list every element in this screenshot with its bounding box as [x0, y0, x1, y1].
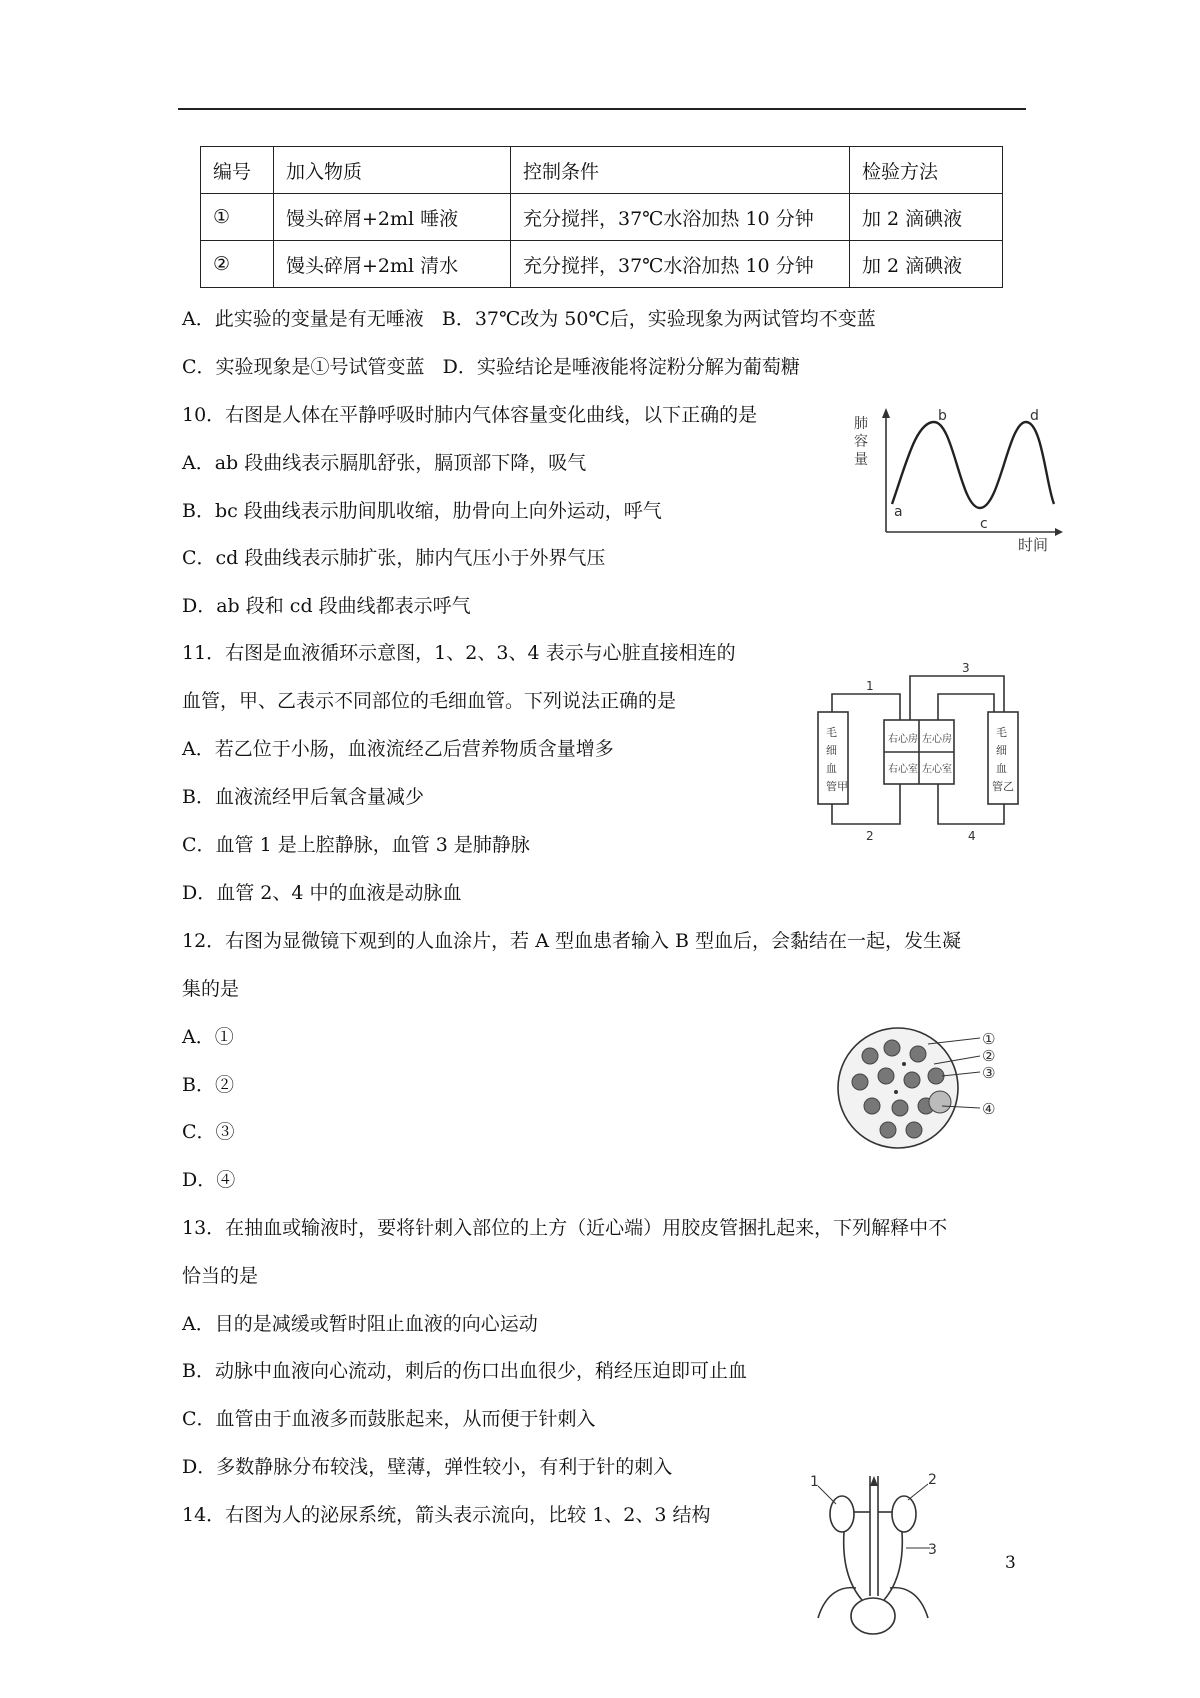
vessel-3-branch: [938, 694, 994, 720]
point-a-label: a: [894, 504, 903, 520]
q14-stem: 14．右图为人的泌尿系统，箭头表示流向，比较 1、2、3 结构: [182, 1504, 711, 1526]
red-blood-cell: [906, 1122, 922, 1138]
right-ventricle-label: 右心室: [888, 764, 918, 775]
red-blood-cell: [892, 1100, 908, 1116]
smear-label-4: ④: [982, 1100, 996, 1118]
q12-option-b: B．②: [182, 1074, 234, 1096]
vessel-3: [910, 676, 1004, 720]
q9-options-row-1: [182, 304, 876, 331]
capillary-jia-label-1: 毛: [826, 726, 837, 739]
q9-option-c: C．实验现象是①号试管变蓝: [182, 356, 425, 378]
table-cell: ①: [201, 194, 274, 241]
urinary-label-2: 2: [928, 1472, 937, 1488]
point-b-label: b: [938, 408, 947, 424]
platelet: [902, 1062, 906, 1066]
left-ventricle-label: 左心室: [922, 764, 952, 775]
red-blood-cell: [862, 1048, 878, 1064]
q13-stem-line-1: 13．在抽血或输液时，要将针刺入部位的上方（近心端）用胶皮管捆扎起来，下列解释中不: [182, 1217, 948, 1239]
q13-option-a: A．目的是减缓或暂时阻止血液的向心运动: [182, 1313, 538, 1335]
smear-label-3: ③: [982, 1064, 996, 1082]
q9-option-d: D．实验结论是唾液能将淀粉分解为葡萄糖: [442, 356, 800, 378]
right-ureter: [884, 1532, 902, 1600]
q11-option-b: B．血液流经甲后氧含量减少: [182, 786, 424, 808]
q10-option-a: A．ab 段曲线表示膈肌舒张，膈顶部下降，吸气: [182, 452, 587, 474]
q12-stem-line-2: 集的是: [182, 978, 240, 1000]
q13-option-b: B．动脉中血液向心流动，刺后的伤口出血很少，稍经压迫即可止血: [182, 1360, 747, 1382]
q10-stem: 10．右图是人体在平静呼吸时肺内气体容量变化曲线，以下正确的是: [182, 404, 758, 426]
capillary-yi-label-4: 管乙: [992, 780, 1014, 793]
header-rule: [178, 108, 1026, 110]
y-axis-label-1: 肺: [854, 416, 868, 432]
right-kidney: [892, 1496, 916, 1532]
table-row: [201, 241, 1003, 288]
vessel-1-label: 1: [866, 679, 874, 693]
q10-option-c: C．cd 段曲线表示肺扩张，肺内气压小于外界气压: [182, 547, 606, 569]
q13-option-d: D．多数静脉分布较浅，壁薄，弹性较小，有利于针的刺入: [182, 1456, 673, 1478]
table-header-cell: 控制条件: [511, 147, 850, 194]
experiment-table: [200, 146, 1003, 288]
smear-label-1: ①: [982, 1030, 996, 1048]
table-header-row: [201, 147, 1003, 194]
red-blood-cell: [878, 1068, 894, 1084]
q9-options-row-2: [182, 352, 800, 379]
table-header-cell: 编号: [201, 147, 274, 194]
table-cell: 馒头碎屑+2ml 清水: [274, 241, 511, 288]
table-cell: 充分搅拌，37℃水浴加热 10 分钟: [511, 241, 850, 288]
q13-stem-line-2: 恰当的是: [182, 1265, 259, 1287]
label-1-pointer: [818, 1486, 836, 1504]
q11-stem-line-2: 血管，甲、乙表示不同部位的毛细血管。下列说法正确的是: [182, 690, 677, 712]
right-atrium-label: 右心房: [888, 734, 918, 745]
urinary-system-figure: [808, 1468, 938, 1640]
capillary-yi-label-1: 毛: [996, 726, 1007, 739]
x-axis-arrow: [1055, 528, 1063, 536]
table-cell: 充分搅拌，37℃水浴加热 10 分钟: [511, 194, 850, 241]
vessel-4-label: 4: [968, 829, 976, 843]
q10-option-d: D．ab 段和 cd 段曲线都表示呼气: [182, 595, 471, 617]
table-cell: ②: [201, 241, 274, 288]
capillary-jia-label-3: 血: [826, 762, 837, 775]
red-blood-cell: [884, 1040, 900, 1056]
left-vessel: [818, 1588, 856, 1618]
red-blood-cell: [880, 1122, 896, 1138]
vessel-2-label: 2: [866, 829, 874, 843]
red-blood-cell: [910, 1046, 926, 1062]
arrow-icon: [870, 1476, 878, 1486]
breathing-curve: [892, 422, 1054, 508]
left-ureter: [844, 1532, 862, 1600]
y-axis-label-3: 量: [854, 452, 868, 468]
lung-volume-figure: [850, 404, 1065, 554]
q10-option-b: B．bc 段曲线表示肋间肌收缩，肋骨向上向外运动，呼气: [182, 500, 662, 522]
table-cell: 加 2 滴碘液: [850, 194, 1003, 241]
q11-option-c: C．血管 1 是上腔静脉，血管 3 是肺静脉: [182, 834, 530, 856]
q12-option-c: C．③: [182, 1121, 235, 1143]
blood-smear-figure: [830, 1018, 1020, 1158]
capillary-yi-label-2: 细: [996, 744, 1007, 757]
vessel-3-label: 3: [962, 661, 970, 675]
left-atrium-label: 左心房: [922, 734, 952, 745]
bladder: [851, 1598, 895, 1634]
table-row: [201, 194, 1003, 241]
table-cell: 馒头碎屑+2ml 唾液: [274, 194, 511, 241]
table-cell: 加 2 滴碘液: [850, 241, 1003, 288]
q12-option-a: A．①: [182, 1026, 234, 1048]
smear-label-2: ②: [982, 1047, 996, 1065]
capillary-jia-label-4: 管甲: [826, 780, 848, 793]
red-blood-cell: [864, 1098, 880, 1114]
vessel-1: [832, 694, 900, 720]
right-vessel: [890, 1588, 928, 1618]
q13-option-c: C．血管由于血液多而鼓胀起来，从而便于针刺入: [182, 1408, 596, 1430]
q9-option-a: A．此实验的变量是有无唾液: [182, 308, 424, 330]
q12-stem-line-1: 12．右图为显微镜下观到的人血涂片，若 A 型血患者输入 B 型血后，会黏结在一起，发生凝: [182, 930, 962, 952]
blood-circulation-figure: [812, 654, 1040, 850]
x-axis-label: 时间: [1018, 536, 1049, 554]
label-2-pointer: [908, 1484, 928, 1500]
urinary-label-3: 3: [928, 1542, 937, 1558]
q9-option-b: B．37℃改为 50℃后，实验现象为两试管均不变蓝: [441, 308, 876, 330]
red-blood-cell: [904, 1072, 920, 1088]
q11-option-d: D．血管 2、4 中的血液是动脉血: [182, 882, 462, 904]
y-axis-label-2: 容: [854, 434, 868, 450]
table-header-cell: 检验方法: [850, 147, 1003, 194]
red-blood-cell: [852, 1074, 868, 1090]
y-axis-arrow: [882, 408, 890, 418]
red-blood-cell: [928, 1068, 944, 1084]
q11-option-a: A．若乙位于小肠，血液流经乙后营养物质含量增多: [182, 738, 614, 760]
capillary-jia-label-2: 细: [826, 744, 837, 757]
capillary-yi-label-3: 血: [996, 762, 1007, 775]
q12-option-d: D．④: [182, 1169, 236, 1191]
table-header-cell: 加入物质: [274, 147, 511, 194]
white-blood-cell: [929, 1091, 951, 1113]
point-c-label: c: [980, 516, 988, 532]
q11-stem-line-1: 11．右图是血液循环示意图，1、2、3、4 表示与心脏直接相连的: [182, 642, 736, 664]
urinary-label-1: 1: [810, 1474, 819, 1490]
platelet: [894, 1090, 898, 1094]
page-number: 3: [1005, 1553, 1016, 1573]
point-d-label: d: [1030, 408, 1039, 424]
